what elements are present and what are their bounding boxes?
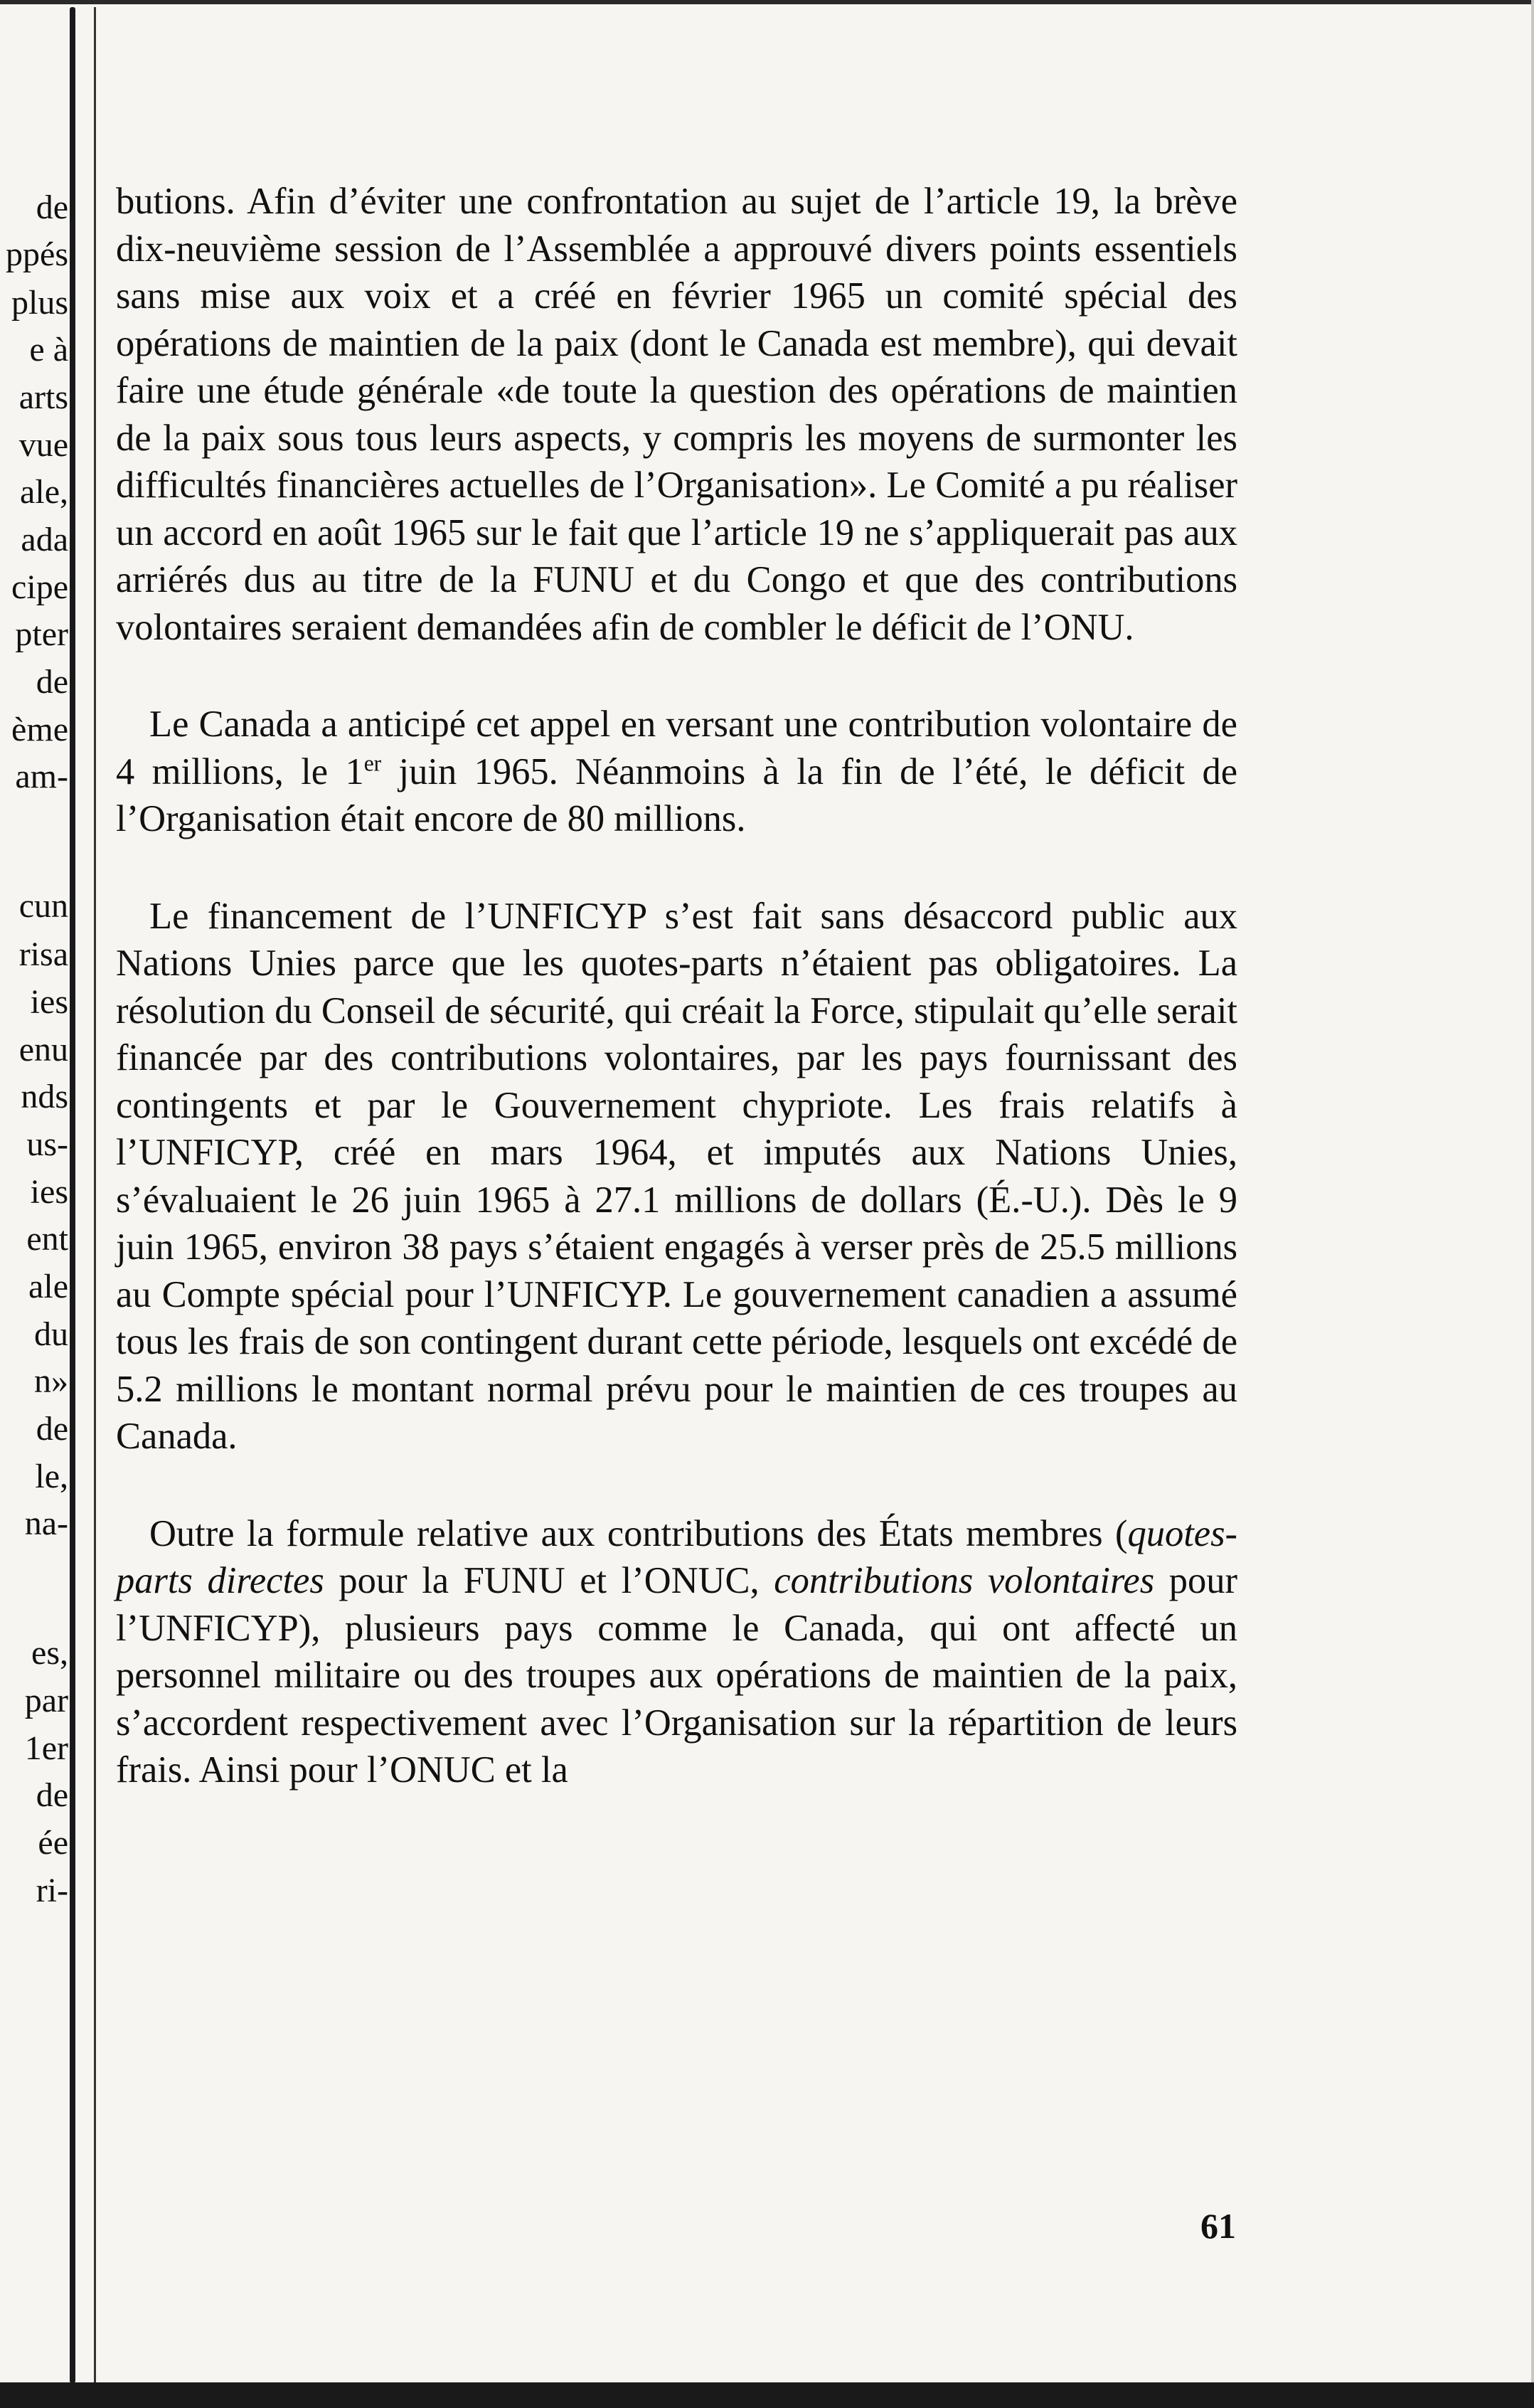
margin-fragment: 1er [24,1729,68,1767]
paragraph-4-text-a: Outre la formule relative aux contributions des États membres ( [149,1512,1128,1554]
margin-fragment: enu [18,1031,68,1068]
paragraph-4-text-c: pour l’UNFICYP), plusieurs pays comme le Canada, qui ont affecté un personnel militaire ou des troupes aux opérations de maintien de la paix, s’accordent respectivement avec l’Organisation sur la répartition de leurs frais. Ainsi pour l’ONUC et la [116,1560,1238,1791]
paragraph-4 [116,1510,1237,1794]
body-text [116,178,1237,1844]
margin-fragment: ies [30,1173,68,1211]
margin-fragment: nds [21,1078,68,1115]
margin-fragment: de [36,189,68,226]
margin-fragment: ent [26,1220,68,1258]
margin-fragment: us- [26,1125,68,1163]
margin-fragment: vue [18,426,68,464]
paragraph-2-text-b: juin 1965. Néanmoins à la fin de l’été, le déficit de l’Organisation était encore de 80 millions. [116,750,1238,839]
margin-fragment: risa [18,935,68,973]
page-bottom-edge [0,2382,1534,2408]
margin-fragment: ppés [6,235,68,273]
page-number: 61 [1200,2206,1236,2246]
previous-page-margin [0,0,71,2408]
margin-fragment: ies [30,983,68,1021]
margin-fragment: cun [18,887,68,925]
margin-fragment: de [36,1776,68,1814]
margin-fragment: cipe [11,568,68,606]
margin-fragment: ale [28,1268,68,1305]
paragraph-4-italic-2: contributions volontaires [774,1560,1155,1601]
margin-fragment: arts [18,378,68,416]
paragraph-4-italic-1: quotes-parts directes [116,1512,1237,1601]
margin-fragment: e à [29,331,68,368]
paragraph-2-text-a: Le Canada a anticipé cet appel en versant une contribution volontaire de 4 millions, le 1 [116,704,1237,792]
margin-fragment: ée [38,1824,68,1862]
margin-fragment: na- [24,1505,68,1542]
margin-fragment: de [36,1410,68,1448]
paragraph-1: butions. Afin d’éviter une confrontation au sujet de l’article 19, la brève dix-neuvième session de l’Assemblée a approuvé divers points essentiels sans mise aux voix et a créé en février 1965 un comité spécial des opérations de maintien de la paix (dont le Canada est membre), qui devait faire une étude générale «de toute la question des opérations de maintien de la paix sous tous leurs aspects, y compris les moyens de surmonter les difficultés financières actuelles de l’Organisation». Le Comité a pu réaliser un accord en août 1965 sur le fait que l’article 19 ne s’appliquerait pas aux arriérés dus au titre de la FUNU et du Congo et que des contributions volontaires seraient demandées afin de combler le déficit de l’ONU. [116,181,1237,648]
margin-fragment: par [24,1682,68,1719]
margin-fragment: plus [11,284,68,322]
margin-fragment: ri- [36,1872,68,1909]
margin-fragment: le, [35,1458,68,1495]
page-top-edge [0,0,1534,4]
paragraph-2 [116,701,1237,843]
margin-fragment: n» [34,1362,68,1400]
paragraph-4-text-b: pour la FUNU et l’ONUC, [324,1560,774,1601]
margin-fragment: ème [11,711,68,748]
page-gutter-line [94,7,96,2383]
margin-fragment: du [34,1315,68,1353]
margin-fragment: es, [31,1634,68,1672]
binding-shadow [70,7,75,2383]
superscript-er: er [363,750,382,775]
margin-fragment: ale, [20,473,68,511]
margin-fragment: pter [15,615,68,653]
margin-fragment: de [36,663,68,701]
margin-fragment: am- [15,758,68,795]
margin-fragment: ada [21,521,68,558]
page-right-edge [1531,0,1534,2408]
paragraph-3: Le financement de l’UNFICYP s’est fait sans désaccord public aux Nations Unies parce que les quotes-parts n’étaient pas obligatoires. La résolution du Conseil de sécurité, qui créait la Force, stipulait qu’elle serait financée par des contributions volontaires, par les pays fournissant des contingents et par le Gouvernement chypriote. Les frais relatifs à l’UNFICYP, créé en mars 1964, et imputés aux Nations Unies, s’évaluaient le 26 juin 1965 à 27.1 millions de dollars (É.-U.). Dès le 9 juin 1965, environ 38 pays s’étaient engagés à verser près de 25.5 millions au Compte spécial pour l’UNFICYP. Le gouvernement canadien a assumé tous les frais de son contingent durant cette période, lesquels ont excédé de 5.2 millions le montant normal prévu pour le maintien de ces troupes au Canada. [116,895,1237,1457]
